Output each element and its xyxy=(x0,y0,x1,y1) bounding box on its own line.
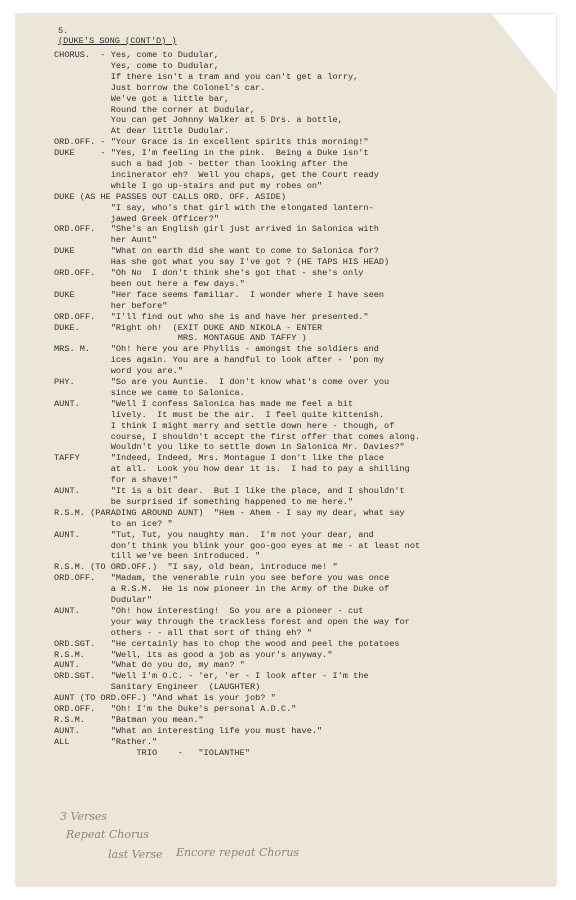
script-line: others - - all that sort of thing eh? " xyxy=(54,627,312,638)
script-line: At dear little Dudular. xyxy=(54,126,230,137)
script-line: course, I shouldn't accept the first offer that comes along. xyxy=(54,431,421,442)
script-line: DUKE (AS HE PASSES OUT CALLS ORD. OFF. ASIDE) xyxy=(54,191,287,202)
pencil-note: 3 Verses xyxy=(60,810,107,823)
script-line: ORD.OFF. "I'll find out who she is and have her presented." xyxy=(54,311,369,322)
page-number: 5. xyxy=(58,26,69,36)
script-line: for a shave!" xyxy=(54,475,178,486)
script-line: MRS. M. "Oh! here you are Phyllis - amongst the soldiers and xyxy=(54,344,379,355)
script-line: TRIO - "IOLANTHE" xyxy=(54,747,250,758)
script-line: ORD.OFF. "Oh No I don't think she's got that - she's only xyxy=(54,268,364,278)
script-line: a R.S.M. He is now pioneer in the Army of the Duke of xyxy=(54,584,390,595)
script-line: We've got a little bar, xyxy=(54,93,230,104)
pencil-note: last Verse xyxy=(108,848,163,861)
script-line: since we came to Salonica. xyxy=(54,387,245,398)
script-line: to an ice? " xyxy=(54,518,173,529)
script-line: I think I might marry and settle down here - though, of xyxy=(54,420,395,431)
script-line: ORD.OFF. "Madam, the venerable ruin you see before you was once xyxy=(54,573,390,584)
script-line: Dudular" xyxy=(54,595,152,605)
script-line: AUNT. "What an interesting life you must have." xyxy=(54,725,323,736)
script-line: CHORUS. - Yes, come to Dudular, xyxy=(54,50,220,60)
script-line: at all. Look you how dear it is. I had to pay a shilling xyxy=(54,464,410,475)
script-line: lively. It must be the air. I feel quite kittenish. xyxy=(54,409,385,420)
script-line: R.S.M. "Well, its as good a job as your's anyway." xyxy=(54,649,333,660)
script-line: PHY. "So are you Auntie. I don't know what's come over you xyxy=(54,377,390,387)
script-line: be surprised if something happened to me here." xyxy=(54,496,354,507)
script-line: ALL "Rather." xyxy=(54,736,158,747)
script-line: ORD.SGT. "Well I'm O.C. - 'er, 'er - I look after - I'm the xyxy=(54,671,369,682)
script-line: You can get Johnny Walker at 5 Drs. a bottle, xyxy=(54,115,343,126)
script-line: MRS. MONTAGUE AND TAFFY ) xyxy=(54,333,307,344)
script-line: Has she got what you say I've got ? (HE TAPS HIS HEAD) xyxy=(54,257,390,268)
script-line: her Aunt" xyxy=(54,235,158,246)
script-line: AUNT (TO ORD.OFF.) "And what is your job? " xyxy=(54,693,276,704)
script-line: DUKE - "Yes, I'm feeling in the pink. Being a Duke isn't xyxy=(54,148,369,159)
script-line: such a bad job - better than looking after the xyxy=(54,159,348,169)
script-page xyxy=(16,14,556,886)
script-line: DUKE "What on earth did she want to come to Salonica for? xyxy=(54,246,379,257)
script-line: don't think you blink your goo-goo eyes at me - at least not xyxy=(54,540,421,551)
script-line: while I go up-stairs and put my robes on" xyxy=(54,180,323,191)
script-line: Yes, come to Dudular, xyxy=(54,60,220,71)
script-line: AUNT. "Well I confess Salonica has made me feel a bit xyxy=(54,398,354,409)
script-line: DUKE. "Right oh! (EXIT DUKE AND NIKOLA - ENTER xyxy=(54,322,323,333)
script-line: AUNT. "What do you do, my man? " xyxy=(54,660,245,671)
script-line: TAFFY "Indeed, Indeed, Mrs. Montague I don't like the place xyxy=(54,453,385,464)
folded-corner xyxy=(492,14,556,94)
script-line: Round the corner at Dudular, xyxy=(54,104,256,115)
script-line: word you are." xyxy=(54,366,183,377)
script-line: Just borrow the Colonel's car. xyxy=(54,82,266,93)
script-line: AUNT. "Tut, Tut, you naughty man. I'm not your dear, and xyxy=(54,529,374,540)
script-line: "I say, who's that girl with the elongated lantern- xyxy=(54,202,374,213)
script-line: R.S.M. (PARADING AROUND AUNT) "Hem - Ahem - I say my dear, what say xyxy=(54,507,405,518)
script-line: incinerator eh? Well you chaps, get the Court ready xyxy=(54,169,379,180)
script-line: ORD.OFF. "She's an English girl just arrived in Salonica with xyxy=(54,224,379,235)
script-line: till we've been introduced. " xyxy=(54,551,261,562)
pencil-note: Repeat Chorus xyxy=(66,828,149,841)
script-line: R.S.M. (TO ORD.OFF.) "I say, old bean, introduce me! " xyxy=(54,562,338,573)
script-line: ices again. You are a handful to look after - 'pon my xyxy=(54,355,385,366)
script-line: Wouldn't you like to settle down in Salonica Mr. Davies?" xyxy=(54,442,405,453)
script-line: ORD.OFF. "Oh! I'm the Duke's personal A.D.C." xyxy=(54,704,297,714)
script-line: jawed Greek Officer?" xyxy=(54,213,220,224)
script-line: her before" xyxy=(54,300,168,311)
script-line: AUNT. "It is a bit dear. But I like the place, and I shouldn't xyxy=(54,486,405,496)
script-line: Sanitary Engineer (LAUGHTER) xyxy=(54,682,261,693)
script-line: R.S.M. "Batman you mean." xyxy=(54,714,204,725)
script-line: been out here a few days." xyxy=(54,278,245,289)
script-line: ORD.OFF. - "Your Grace is in excellent spirits this morning!" xyxy=(54,137,369,148)
script-line: ORD.SGT. "He certainly has to chop the wood and peel the potatoes xyxy=(54,638,400,649)
script-line: your way through the trackless forest and open the way for xyxy=(54,616,410,627)
script-line: If there isn't a tram and you can't get a lorry, xyxy=(54,71,359,82)
script-line: AUNT. "Oh! how interesting! So you are a pioneer - cut xyxy=(54,605,364,616)
pencil-note: Encore repeat Chorus xyxy=(176,846,300,859)
song-header: (DUKE'S SONG (CONT'D) ) xyxy=(58,36,177,46)
script-line: DUKE "Her face seems familiar. I wonder where I have seen xyxy=(54,289,385,300)
